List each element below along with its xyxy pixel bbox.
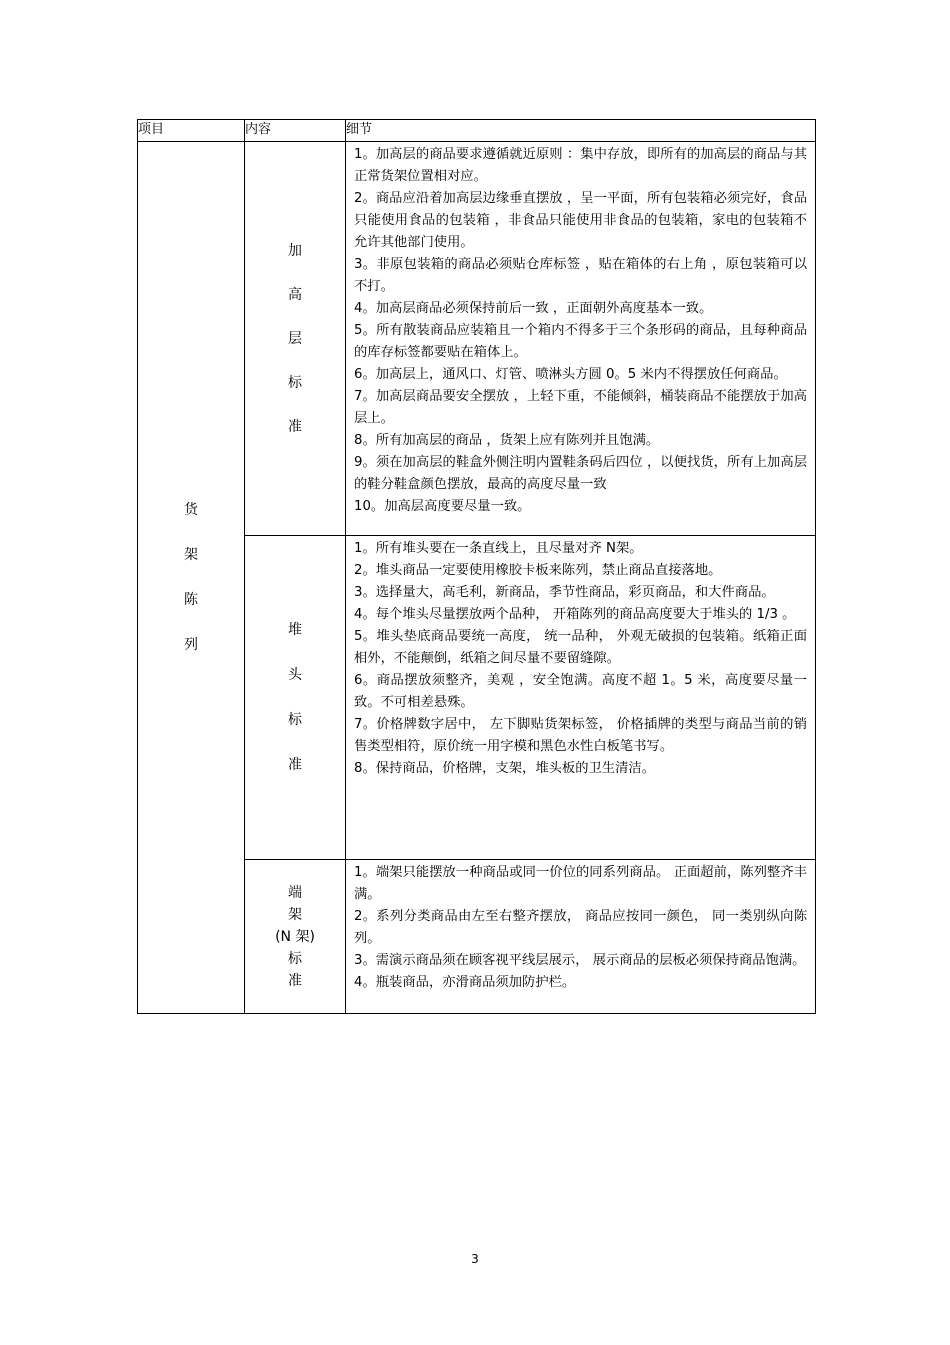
section-label: 端 架 (N 架) 标 准 [275,884,315,989]
detail-list [354,538,807,780]
page-number: 3 [471,1252,479,1266]
list-item: 10。加高层高度要尽量一致。 [354,499,531,514]
section-detail-cell [346,142,816,536]
list-item: 2。堆头商品一定要使用橡胶卡板来陈列，禁止商品直接落地。 [354,563,722,578]
list-item: 4。每个堆头尽量摆放两个品种， 开箱陈列的商品高度要大于堆头的 1/3 。 [354,607,796,622]
list-item: 7。加高层商品要安全摆放 ，上轻下重，不能倾斜，桶装商品不能摆放于加高层上。 [354,389,807,426]
list-item: 1。加高层的商品要求遵循就近原则 ：集中存放，即所有的加高层的商品与其正常货架位置相对应。 [354,147,807,184]
detail-list [354,144,807,518]
detail-list [354,862,807,994]
category-label: 货 架 陈 列 [184,501,198,653]
list-item: 1。端架只能摆放一种商品或同一价位的同系列商品。 正面超前，陈列整齐丰满。 [354,865,807,902]
list-item: 2。商品应沿着加高层边缘垂直摆放 ，呈一平面，所有包装箱必须完好，食品只能使用食品的包装箱 ，非食品只能使用非食品的包装箱，家电的包装箱不允许其他部门使用。 [354,191,807,250]
list-item: 9。须在加高层的鞋盒外侧注明内置鞋条码后四位 ，以便找货，所有上加高层的鞋分鞋盒颜色摆放，最高的高度尽量一致 [354,455,807,492]
list-item: 1。所有堆头要在一条直线上，且尽量对齐 N架。 [354,541,643,556]
section-label-cell [245,536,346,860]
list-item: 2。系列分类商品由左至右整齐摆放， 商品应按同一颜色， 同一类别纵向陈列。 [354,909,807,946]
list-item: 5。所有散装商品应装箱且一个箱内不得多于三个条形码的商品，且每种商品的库存标签都要贴在箱体上。 [354,323,807,360]
section-label-cell [245,860,346,1014]
list-item: 3。需演示商品须在顾客视平线层展示， 展示商品的层板必须保持商品饱满。 [354,953,806,968]
section-detail-cell [346,536,816,860]
list-item: 8。保持商品，价格牌，支架，堆头板的卫生清洁。 [354,761,655,776]
header-content: 内容 [245,120,346,142]
section-label: 加 高 层 标 准 [288,242,302,435]
section-label: 堆 头 标 准 [288,621,302,773]
header-detail: 细节 [346,120,816,142]
list-item: 3。选择量大，高毛利，新商品，季节性商品，彩页商品，和大件商品。 [354,585,775,600]
list-item: 5。堆头垫底商品要统一高度， 统一品种， 外观无破损的包装箱。纸箱正面相外，不能颠倒，纸箱之间尽量不要留缝隙。 [354,629,807,666]
table-row-heightened-layer [138,142,816,536]
list-item: 6。加高层上，通风口、灯管、喷淋头方圆 0。5 米内不得摆放任何商品。 [354,367,787,382]
section-label-cell [245,142,346,536]
section-detail-cell [346,860,816,1014]
list-item: 7。价格牌数字居中， 左下脚贴货架标签， 价格插牌的类型与商品当前的销售类型相符，原价统一用字模和黑色水性白板笔书写。 [354,717,807,754]
shelf-display-table [137,119,816,1014]
header-item: 项目 [138,120,245,142]
table-header-row [138,120,816,142]
list-item: 3。非原包装箱的商品必须贴仓库标签 ，贴在箱体的右上角 ，原包装箱可以不打。 [354,257,807,294]
list-item: 4。瓶装商品，亦滑商品须加防护栏。 [354,975,576,990]
list-item: 6。商品摆放须整齐，美观 ，安全饱满。高度不超 1。5 米，高度要尽量一致。不可相差悬殊。 [354,673,807,710]
list-item: 8。所有加高层的商品 ，货架上应有陈列并且饱满。 [354,433,660,448]
list-item: 4。加高层商品必须保持前后一致 ，正面朝外高度基本一致。 [354,301,713,316]
category-cell [138,142,245,1014]
